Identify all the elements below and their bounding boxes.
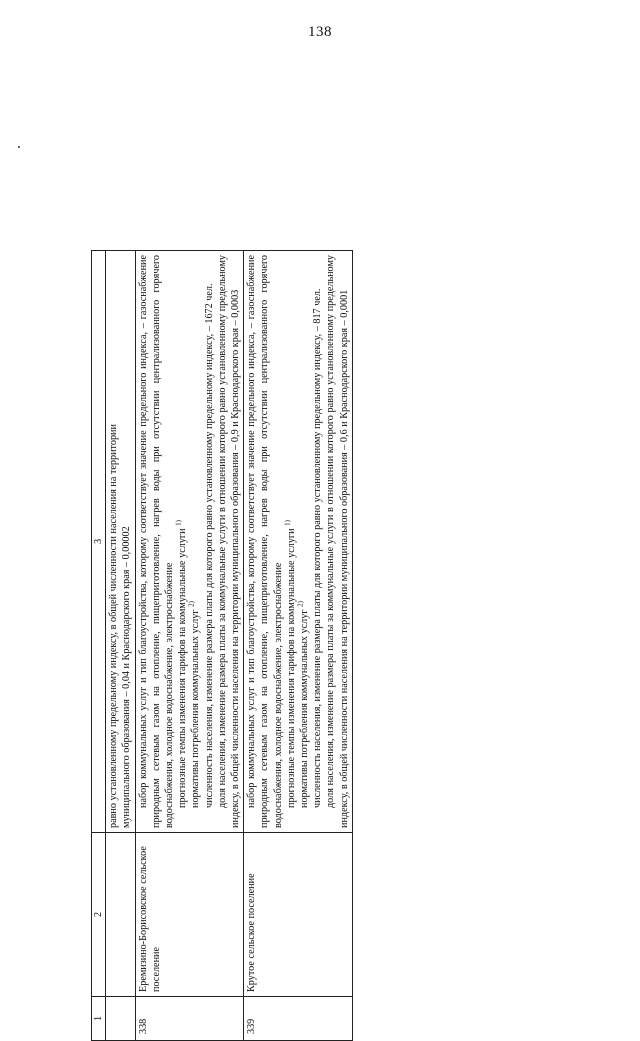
header-col-2: 2 <box>92 833 106 997</box>
footnote-marker: 1) <box>283 520 292 526</box>
table-header-row <box>92 251 106 1041</box>
utility-set-paragraph: набор коммунальных услуг и тип благоустройства, которому соответствует значение предельного индекса, – газоснабжение природным сетевым газом на отопление, пищеприготовление, нагрев воды при отсутствии централизованного горячего водоснабжения, холодное водоснабжение, электроснабжение <box>246 255 284 828</box>
tariff-table <box>91 250 353 1041</box>
scan-speck <box>18 146 20 148</box>
footnote-marker: 2) <box>188 601 197 607</box>
table-row-339 <box>244 251 353 1041</box>
footnote-marker: 1) <box>174 520 183 526</box>
consumption-norms-paragraph: нормативы потребления коммунальных услуг $^{2)}$ <box>188 601 202 808</box>
population-paragraph: численность населения, изменение размера платы для которого равно установленному предельному индексу, – 817 чел. <box>312 288 324 808</box>
utility-set-paragraph: набор коммунальных услуг и тип благоустройства, которому соответствует значение предельного индекса, – газоснабжение природным сетевым газом на отопление, пищеприготовление, нагрев воды при отсутствии централизованного горячего водоснабжения, холодное водоснабжение, электроснабжение <box>137 255 176 828</box>
footnote-marker: 2) <box>296 601 305 607</box>
row-number: 338 <box>135 997 244 1041</box>
rotated-table-container <box>91 251 447 1041</box>
consumption-norms-paragraph: нормативы потребления коммунальных услуг $^{2)}$ <box>296 601 311 808</box>
row-number: 339 <box>244 997 353 1041</box>
header-col-3: 3 <box>92 251 106 833</box>
settlement-name: Крутое сельское поселение <box>244 833 353 997</box>
row-details <box>135 251 244 833</box>
population-share-paragraph: доля населения, изменение размера платы за коммунальные услуги в отношении которого равно установленному предельному индексу, в общей численности населения на территории муниципального образования – 0,6 и Краснодарского края – 0,0001 <box>325 255 350 828</box>
settlement-name: Еремизино-Борисовское сельское поселение <box>135 833 244 997</box>
table-row-338 <box>135 251 244 1041</box>
tariff-forecast-paragraph: прогнозные темпы изменения тарифов на коммунальные услуги $^{1)}$ <box>283 520 297 808</box>
continuation-row <box>106 251 135 1041</box>
page-number: 138 <box>308 24 332 40</box>
continuation-name-cell <box>106 833 135 997</box>
continuation-num-cell <box>106 997 135 1041</box>
population-share-paragraph: доля населения, изменение размера платы за коммунальные услуги в отношении которого равно установленному предельному индексу, в общей численности населения на территории муниципального образования – 0,9 и Краснодарского края – 0,0003 <box>216 255 242 828</box>
continuation-text-cell <box>106 251 135 833</box>
header-col-1: 1 <box>92 997 106 1041</box>
continuation-line: муниципального образования – 0,04 и Краснодарского края – 0,00002 <box>121 526 133 828</box>
continuation-line: равно установленному предельному индексу, в общей численности населения на территории <box>108 424 120 828</box>
population-paragraph: численность населения, изменение размера платы для которого равно установленному предельному индексу, – 1672 чел. <box>203 283 215 808</box>
tariff-forecast-paragraph: прогнозные темпы изменения тарифов на коммунальные услуги $^{1)}$ <box>174 520 189 808</box>
row-details <box>244 251 353 833</box>
